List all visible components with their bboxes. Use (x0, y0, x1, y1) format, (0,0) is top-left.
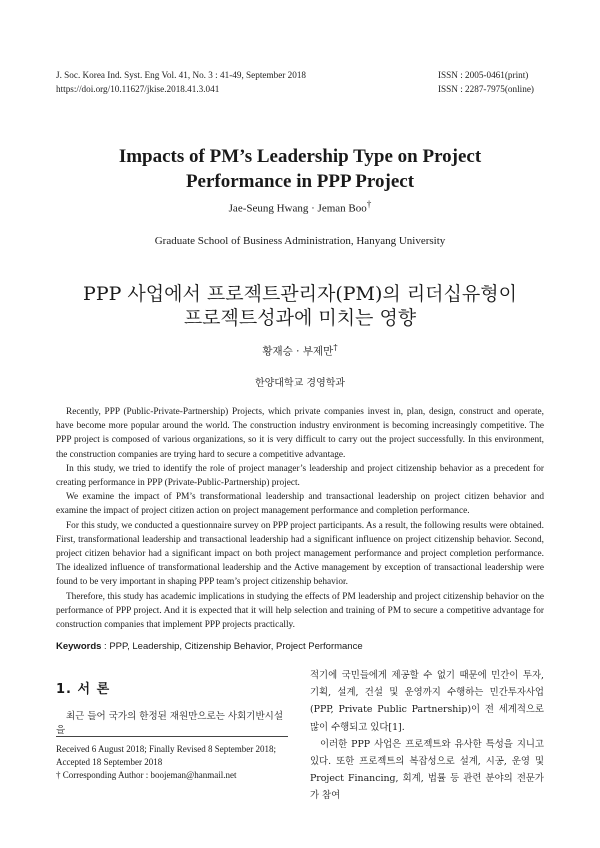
title-ko-line2: 프로젝트성과에 미치는 영향 (183, 307, 417, 329)
intro-paragraph-left: 최근 들어 국가의 한정된 재원만으로는 사회기반시설을 (56, 711, 283, 736)
authors-ko-names: 황재승 · 부제만 (262, 345, 334, 358)
abstract-paragraph: Recently, PPP (Public-Private-Partnership) Projects, which private companies invest in, plan, design, construct and operate, have become more popular around the world. The construction industry environment is becoming increasingly competitive. The PPP project is composed of various organizations, so it is very difficult to carry out the project successfully. In this environment, the construction companies are trying hard to secure a competitive advantage. (56, 407, 544, 460)
footnote-corresponding: † Corresponding Author : boojeman@hanmail.net (56, 770, 237, 780)
footnote-dates: Received 6 August 2018; Finally Revised 8 September 2018; (56, 744, 276, 754)
abstract-paragraph: For this study, we conducted a questionnaire survey on PPP project participants. As a result, the following results were obtained. First, transformational leadership and transactional leadership had a significant influence on project citizenship behavior. Second, project citizen behavior had a significant impact on both project management performance and project completion performance. The idealized influence of transformational leadership and the Active management by exception of transactional leadership were found to be very important in shaping PPP team’s project citizenship behavior. (56, 520, 544, 588)
intro-right-column (310, 667, 544, 805)
affiliation-ko: 한양대학교 경영학과 (254, 378, 346, 389)
abstract (56, 405, 544, 632)
corresponding-mark: † (366, 199, 372, 209)
section-heading-introduction: 1. 서 론 (56, 682, 111, 697)
journal-citation: J. Soc. Korea Ind. Syst. Eng Vol. 41, No. 3 : 41-49, September 2018 (56, 70, 307, 80)
footnote-dates-accepted: Accepted 18 September 2018 (56, 757, 163, 767)
abstract-paragraph: Therefore, this study has academic implications in studying the effects of PM leadership and project citizenship behavior on the performance of PPP project. And it is expected that it will help selection and training of PM to secure a competitive advantage for construction companies that implement PPP projects practically. (56, 591, 544, 631)
issn-online: ISSN : 2287-7975(online) (438, 84, 534, 94)
footnote-divider (56, 736, 288, 737)
paper-title-en (0, 144, 600, 194)
abstract-paragraph: We examine the impact of PM’s transformational leadership and transactional leadership on project citizen behavior and examine the impact of project citizen action on project management performance and completion performance. (56, 492, 544, 517)
authors-en-names: Jae-Seung Hwang · Jeman Boo (228, 202, 367, 215)
issn-print: ISSN : 2005-0461(print) (438, 70, 529, 80)
intro-paragraph-right: 이러한 PPP 사업은 프로젝트와 유사한 특성을 지니고 있다. 또한 프로젝트의 복잡성으로 설계, 시공, 운영 및 Project Financing, 회계, 법률 등 관련 분야의 전문가가 참여 (310, 738, 544, 802)
paper-title-ko (0, 282, 600, 330)
intro-paragraph-right: 적기에 국민들에게 제공할 수 없기 때문에 민간이 투자, 기획, 설계, 건설 및 운영까지 수행하는 민간투자사업(PPP, Private Public Partnership)이 전 세계적으로 많이 수행되고 있다[1]. (310, 670, 544, 733)
doi-link[interactable]: https://doi.org/10.11627/jkise.2018.41.3.041 (56, 84, 220, 94)
title-ko-line1: PPP 사업에서 프로젝트관리자(PM)의 리더십유형이 (83, 283, 517, 305)
title-en-line1: Impacts of PM’s Leadership Type on Project (118, 146, 482, 167)
abstract-paragraph: In this study, we tried to identify the role of project manager’s leadership and project citizenship behavior as a precedent for creating performance in PPP (Private-Public-Partnership) project. (56, 463, 544, 489)
affiliation-en: Graduate School of Business Administration, Hanyang University (154, 235, 446, 247)
keywords-list: : PPP, Leadership, Citizenship Behavior, Project Performance (101, 641, 363, 652)
authors-en (0, 199, 600, 215)
footnotes (56, 743, 288, 782)
title-en-line2: Performance in PPP Project (185, 171, 415, 192)
corresponding-mark-ko: † (333, 343, 338, 353)
keywords-label: Keywords (56, 641, 102, 652)
keywords (56, 641, 544, 652)
authors-ko (0, 343, 600, 359)
